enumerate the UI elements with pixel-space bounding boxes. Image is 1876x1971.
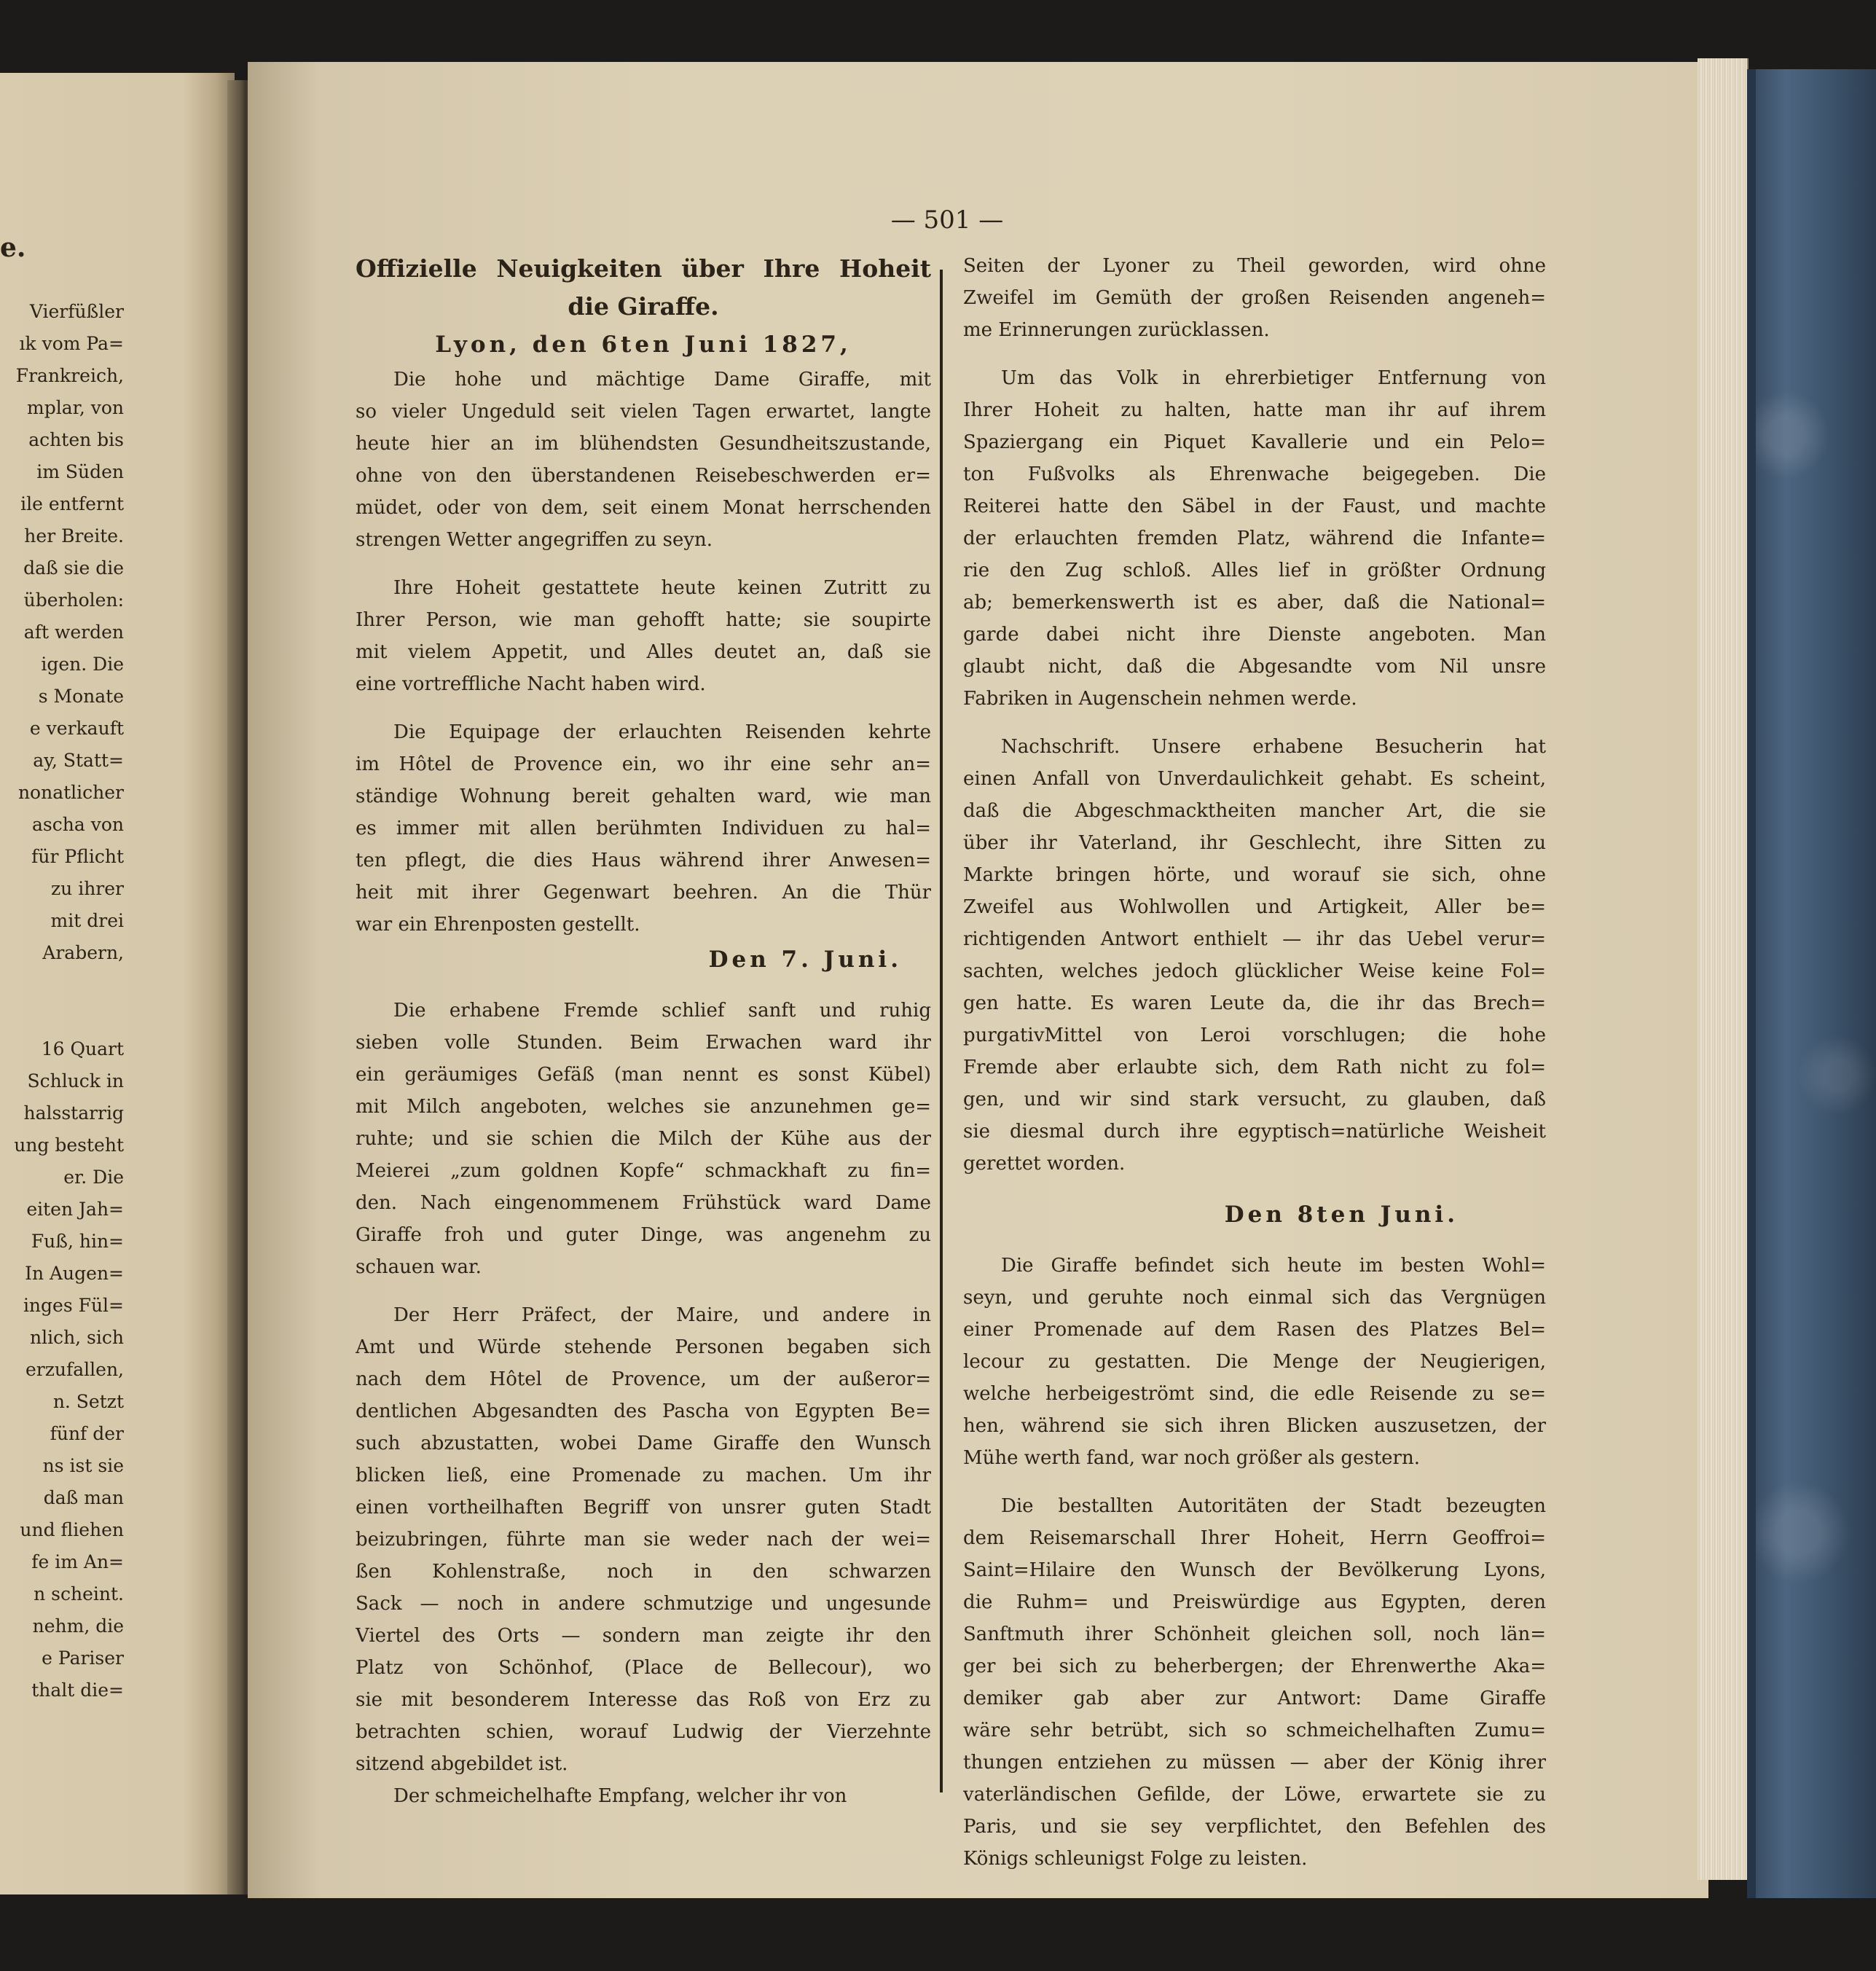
text-line: die Ruhm= und Preiswürdige aus Egypten, deren bbox=[963, 1591, 1546, 1613]
fragment-line: igen. Die bbox=[41, 654, 124, 675]
text-line: im Hôtel de Provence ein, wo ihr eine sehr an= bbox=[356, 753, 931, 775]
fragment-line: n scheint. bbox=[34, 1583, 124, 1604]
paragraph bbox=[356, 1299, 931, 1780]
text-line: sitzend abgebildet ist. bbox=[356, 1753, 568, 1775]
cover-edge bbox=[1747, 69, 1756, 1898]
text-line: es immer mit allen berühmten Individuen zu hal= bbox=[356, 818, 931, 839]
paragraph bbox=[963, 362, 1546, 715]
text-line: Zweifel im Gemüth der großen Reisenden angeneh= bbox=[963, 287, 1546, 309]
column-rule bbox=[940, 270, 943, 1792]
column-right bbox=[963, 250, 1546, 1875]
text-line: seyn, und geruhte noch einmal sich das Vergnügen bbox=[963, 1287, 1546, 1309]
text-line: ton Fußvolks als Ehrenwache beigegeben. Die bbox=[963, 463, 1546, 485]
fragment-line: für Pflicht bbox=[31, 846, 124, 867]
fragment-line: ay, Statt= bbox=[33, 750, 124, 771]
text-line: ohne von den überstandenen Reisebeschwerden er= bbox=[356, 465, 931, 487]
text-line: ger bei sich zu beherbergen; der Ehrenwerthe Aka= bbox=[963, 1655, 1546, 1677]
text-line: Die bestallten Autoritäten der Stadt bezeugten bbox=[1001, 1495, 1546, 1517]
fragment-line: her Breite. bbox=[24, 525, 124, 546]
section-heading: Den 8ten Juni. bbox=[1224, 1202, 1459, 1228]
text-line: Sanftmuth ihrer Schönheit gleichen soll, noch län= bbox=[963, 1623, 1546, 1645]
text-line: richtigenden Antwort enthielt — ihr das Uebel verur= bbox=[963, 928, 1546, 950]
section-heading: Den 7. Juni. bbox=[708, 947, 902, 973]
fragment-line: Fuß, hin= bbox=[31, 1231, 124, 1252]
left-page-fragment bbox=[0, 232, 124, 1706]
text-line: Ihrer Hoheit zu halten, hatte man ihr auf ihrem bbox=[963, 399, 1546, 421]
text-line: so vieler Ungeduld seit vielen Tagen erwartet, langte bbox=[356, 401, 931, 423]
fragment-line: ns ist sie bbox=[42, 1455, 124, 1476]
text-line: ten pflegt, die dies Haus während ihrer Anwesen= bbox=[356, 850, 931, 871]
text-line: einen Anfall von Unverdaulichkeit gehabt. Es scheint, bbox=[963, 768, 1546, 790]
text-line: Königs schleunigst Folge zu leisten. bbox=[963, 1848, 1308, 1870]
fragment-line: e verkauft bbox=[29, 718, 124, 739]
fragment-line: ile entfernt bbox=[20, 493, 124, 514]
text-line: Meierei „zum goldnen Kopfe“ schmackhaft zu fin= bbox=[356, 1160, 931, 1182]
fragment-line: Schluck in bbox=[27, 1070, 124, 1092]
text-line: me Erinnerungen zurücklassen. bbox=[963, 319, 1270, 341]
text-line: demiker gab aber zur Antwort: Dame Giraffe bbox=[963, 1688, 1546, 1709]
paragraph bbox=[356, 572, 931, 700]
fragment-line: fe im An= bbox=[31, 1551, 124, 1572]
marbled-cover bbox=[1747, 69, 1876, 1898]
text-line: ein geräumiges Gefäß (man nennt es sonst Kübel) bbox=[356, 1064, 931, 1086]
text-line: sie diesmal durch ihre egyptisch=natürliche Weisheit bbox=[963, 1121, 1546, 1143]
text-line: lecour zu gestatten. Die Menge der Neugierigen, bbox=[963, 1351, 1546, 1373]
fragment-line: fünf der bbox=[50, 1423, 124, 1444]
text-line: vaterländischen Gefilde, der Löwe, erwartete sie zu bbox=[963, 1784, 1546, 1806]
article-title-line2: die Giraffe. bbox=[568, 292, 719, 321]
text-line: Seiten der Lyoner zu Theil geworden, wird ohne bbox=[963, 255, 1546, 277]
text-line: heute hier an im blühendsten Gesundheitszustande, bbox=[356, 433, 931, 455]
text-line: Platz von Schönhof, (Place de Bellecour), wo bbox=[356, 1657, 931, 1679]
text-line: glaubt nicht, daß die Abgesandte vom Nil unsre bbox=[963, 656, 1546, 678]
fragment-line: e Pariser bbox=[42, 1647, 124, 1669]
text-line: Der schmeichelhafte Empfang, welcher ihr von bbox=[393, 1785, 847, 1807]
text-line: garde dabei nicht ihre Dienste angeboten. Man bbox=[963, 624, 1546, 646]
text-line: Die erhabene Fremde schlief sanft und ruhig bbox=[393, 1000, 931, 1022]
text-line: Reiterei hatte den Säbel in der Faust, und machte bbox=[963, 495, 1546, 517]
fragment-line bbox=[0, 1001, 124, 1033]
fragment-line: achten bis bbox=[28, 429, 124, 450]
text-line: sachten, welches jedoch glücklicher Weise keine Fol= bbox=[963, 960, 1546, 982]
paragraph bbox=[963, 1490, 1546, 1875]
text-line: ruhte; und sie schien die Milch der Kühe aus der bbox=[356, 1128, 931, 1150]
paragraph bbox=[356, 1780, 931, 1812]
fragment-line: daß man bbox=[43, 1487, 124, 1508]
fragment-line: überholen: bbox=[23, 589, 124, 611]
text-line: Sack — noch in andere schmutzige und ungesunde bbox=[356, 1593, 931, 1615]
text-line: Zweifel aus Wohlwollen und Artigkeit, Aller be= bbox=[963, 896, 1546, 918]
text-line: Markte bringen hörte, und worauf sie sich, ohne bbox=[963, 864, 1546, 886]
text-line: müdet, oder von dem, seit einem Monat herrschenden bbox=[356, 497, 931, 519]
text-line: Fabriken in Augenschein nehmen werde. bbox=[963, 688, 1357, 710]
text-line: rie den Zug schloß. Alles lief in größter Ordnung bbox=[963, 560, 1546, 581]
column-left bbox=[356, 250, 931, 1812]
fragment-line: mplar, von bbox=[27, 397, 124, 418]
text-line: ßen Kohlenstraße, noch in den schwarzen bbox=[356, 1561, 931, 1583]
fragment-line: daß sie die bbox=[23, 557, 124, 579]
text-line: hen, während sie sich ihren Blicken auszusetzen, der bbox=[963, 1415, 1546, 1437]
paragraph bbox=[356, 364, 931, 556]
text-line: purgativMittel von Leroi vorschlugen; die hohe bbox=[963, 1024, 1546, 1046]
text-line: schauen war. bbox=[356, 1256, 482, 1278]
text-line: Die hohe und mächtige Dame Giraffe, mit bbox=[393, 369, 931, 391]
text-line: gen hatte. Es waren Leute da, die ihr das Brech= bbox=[963, 992, 1546, 1014]
fragment-line: Arabern, bbox=[42, 942, 124, 963]
fragment-line: nonatlicher bbox=[17, 782, 124, 803]
article-title-line1: Offizielle Neuigkeiten über Ihre Hoheit bbox=[356, 254, 931, 283]
text-line: einen vortheilhaften Begriff von unsrer guten Stadt bbox=[356, 1497, 931, 1519]
text-line: ab; bemerkenswerth ist es aber, daß die National= bbox=[963, 592, 1546, 614]
text-line: blicken ließ, eine Promenade zu machen. Um ihr bbox=[356, 1465, 931, 1486]
text-line: Giraffe froh und guter Dinge, was angenehm zu bbox=[356, 1224, 931, 1246]
fragment-line: ascha von bbox=[32, 814, 124, 835]
fragment-line: mit drei bbox=[50, 910, 124, 931]
text-line: Fremde aber erlaubte sich, dem Rath nicht zu fol= bbox=[963, 1057, 1546, 1078]
text-line: ständige Wohnung bereit gehalten ward, wie man bbox=[356, 785, 931, 807]
text-line: such abzustatten, wobei Dame Giraffe den Wunsch bbox=[356, 1433, 931, 1454]
text-line: Ihre Hoheit gestattete heute keinen Zutritt zu bbox=[393, 577, 931, 599]
text-line: welche herbeigeströmt sind, die edle Reisende zu se= bbox=[963, 1383, 1546, 1405]
text-line: gen, und wir sind stark versucht, zu glauben, daß bbox=[963, 1089, 1546, 1110]
text-line: Um das Volk in ehrerbietiger Entfernung von bbox=[1001, 367, 1546, 389]
fragment-line bbox=[0, 264, 124, 296]
paragraph bbox=[356, 995, 931, 1283]
text-line: dem Reisemarschall Ihrer Hoheit, Herrn Geoffroi= bbox=[963, 1527, 1546, 1549]
fragment-line: thalt die= bbox=[31, 1680, 124, 1701]
text-line: war ein Ehrenposten gestellt. bbox=[356, 914, 640, 936]
text-line: Der Herr Präfect, der Maire, und andere in bbox=[393, 1304, 931, 1326]
text-line: beizubringen, führte man sie weder nach der wei= bbox=[356, 1529, 931, 1551]
fragment-line: e. bbox=[0, 232, 26, 263]
paragraph bbox=[963, 731, 1546, 1180]
fragment-line: erzufallen, bbox=[25, 1359, 124, 1380]
fragment-line: inges Fül= bbox=[23, 1295, 124, 1316]
text-line: einer Promenade auf dem Rasen des Platzes Bel= bbox=[963, 1319, 1546, 1341]
fragment-line bbox=[0, 969, 124, 1001]
text-line: Paris, und sie sey verpflichtet, den Befehlen des bbox=[963, 1816, 1546, 1838]
paragraph bbox=[356, 716, 931, 941]
page-number: — 501 — bbox=[890, 205, 1004, 235]
text-line: Die Giraffe befindet sich heute im besten Wohl= bbox=[1001, 1255, 1546, 1277]
fragment-line: n. Setzt bbox=[52, 1391, 124, 1412]
text-line: gerettet worden. bbox=[963, 1153, 1126, 1175]
text-line: Viertel des Orts — sondern man zeigte ihr den bbox=[356, 1625, 931, 1647]
paragraph bbox=[963, 250, 1546, 346]
paragraph bbox=[963, 1250, 1546, 1474]
text-line: sie mit besonderem Interesse das Roß von Erz zu bbox=[356, 1689, 931, 1711]
text-line: thungen entziehen zu müssen — aber der König ihrer bbox=[963, 1752, 1546, 1774]
fragment-line: und fliehen bbox=[20, 1519, 124, 1540]
text-line: dentlichen Abgesandten des Pascha von Egypten Be= bbox=[356, 1400, 931, 1422]
fragment-line: In Augen= bbox=[25, 1263, 124, 1284]
fragment-line: Frankreich, bbox=[15, 365, 124, 386]
dateline: Lyon, den 6ten Juni 1827, bbox=[435, 332, 852, 358]
text-line: wäre sehr betrübt, sich so schmeichelhaften Zumu= bbox=[963, 1720, 1546, 1741]
text-line: strengen Wetter angegriffen zu seyn. bbox=[356, 529, 713, 551]
fragment-line: eiten Jah= bbox=[26, 1199, 124, 1220]
fragment-line: ung besteht bbox=[14, 1135, 124, 1156]
fragment-line: im Süden bbox=[36, 461, 124, 482]
fragment-line: 16 Quart bbox=[41, 1038, 124, 1059]
text-line: betrachten schien, worauf Ludwig der Vierzehnte bbox=[356, 1721, 931, 1743]
fragment-line: halsstarrig bbox=[23, 1102, 124, 1124]
text-line: Amt und Würde stehende Personen begaben sich bbox=[356, 1336, 931, 1358]
text-line: der erlauchten fremden Platz, während die Infante= bbox=[963, 528, 1546, 549]
text-line: heit mit ihrer Gegenwart beehren. An die Thür bbox=[356, 882, 931, 904]
text-line: Mühe werth fand, war noch größer als gestern. bbox=[963, 1447, 1420, 1469]
text-line: Spaziergang ein Piquet Kavallerie und ein Pelo= bbox=[963, 431, 1546, 453]
page-edges bbox=[1698, 58, 1749, 1880]
text-line: den. Nach eingenommenem Frühstück ward Dame bbox=[356, 1192, 931, 1214]
fragment-line: er. Die bbox=[63, 1167, 124, 1188]
fragment-line: s Monate bbox=[38, 686, 124, 707]
fragment-line: Vierfüßler bbox=[29, 301, 124, 322]
text-line: eine vortreffliche Nacht haben wird. bbox=[356, 673, 706, 695]
text-line: Saint=Hilaire den Wunsch der Bevölkerung Lyons, bbox=[963, 1559, 1546, 1581]
text-line: über ihr Vaterland, ihr Geschlecht, ihre Sitten zu bbox=[963, 832, 1546, 854]
text-line: daß die Abgeschmacktheiten mancher Art, die sie bbox=[963, 800, 1546, 822]
fragment-line: nlich, sich bbox=[29, 1327, 124, 1348]
text-line: mit Milch angeboten, welches sie anzunehmen ge= bbox=[356, 1096, 931, 1118]
text-line: mit vielem Appetit, und Alles deutet an, daß sie bbox=[356, 641, 931, 663]
text-line: nach dem Hôtel de Provence, um der außeror= bbox=[356, 1368, 931, 1390]
text-line: Ihrer Person, wie man gehofft hatte; sie soupirte bbox=[356, 609, 931, 631]
text-line: sieben volle Stunden. Beim Erwachen ward ihr bbox=[356, 1032, 931, 1054]
text-line: Nachschrift. Unsere erhabene Besucherin hat bbox=[1001, 736, 1546, 758]
fragment-line: ık vom Pa= bbox=[19, 333, 124, 354]
fragment-line: aft werden bbox=[23, 622, 124, 643]
fragment-line: zu ihrer bbox=[50, 878, 124, 899]
fragment-line: nehm, die bbox=[32, 1615, 124, 1637]
text-line: Die Equipage der erlauchten Reisenden kehrte bbox=[393, 721, 931, 743]
